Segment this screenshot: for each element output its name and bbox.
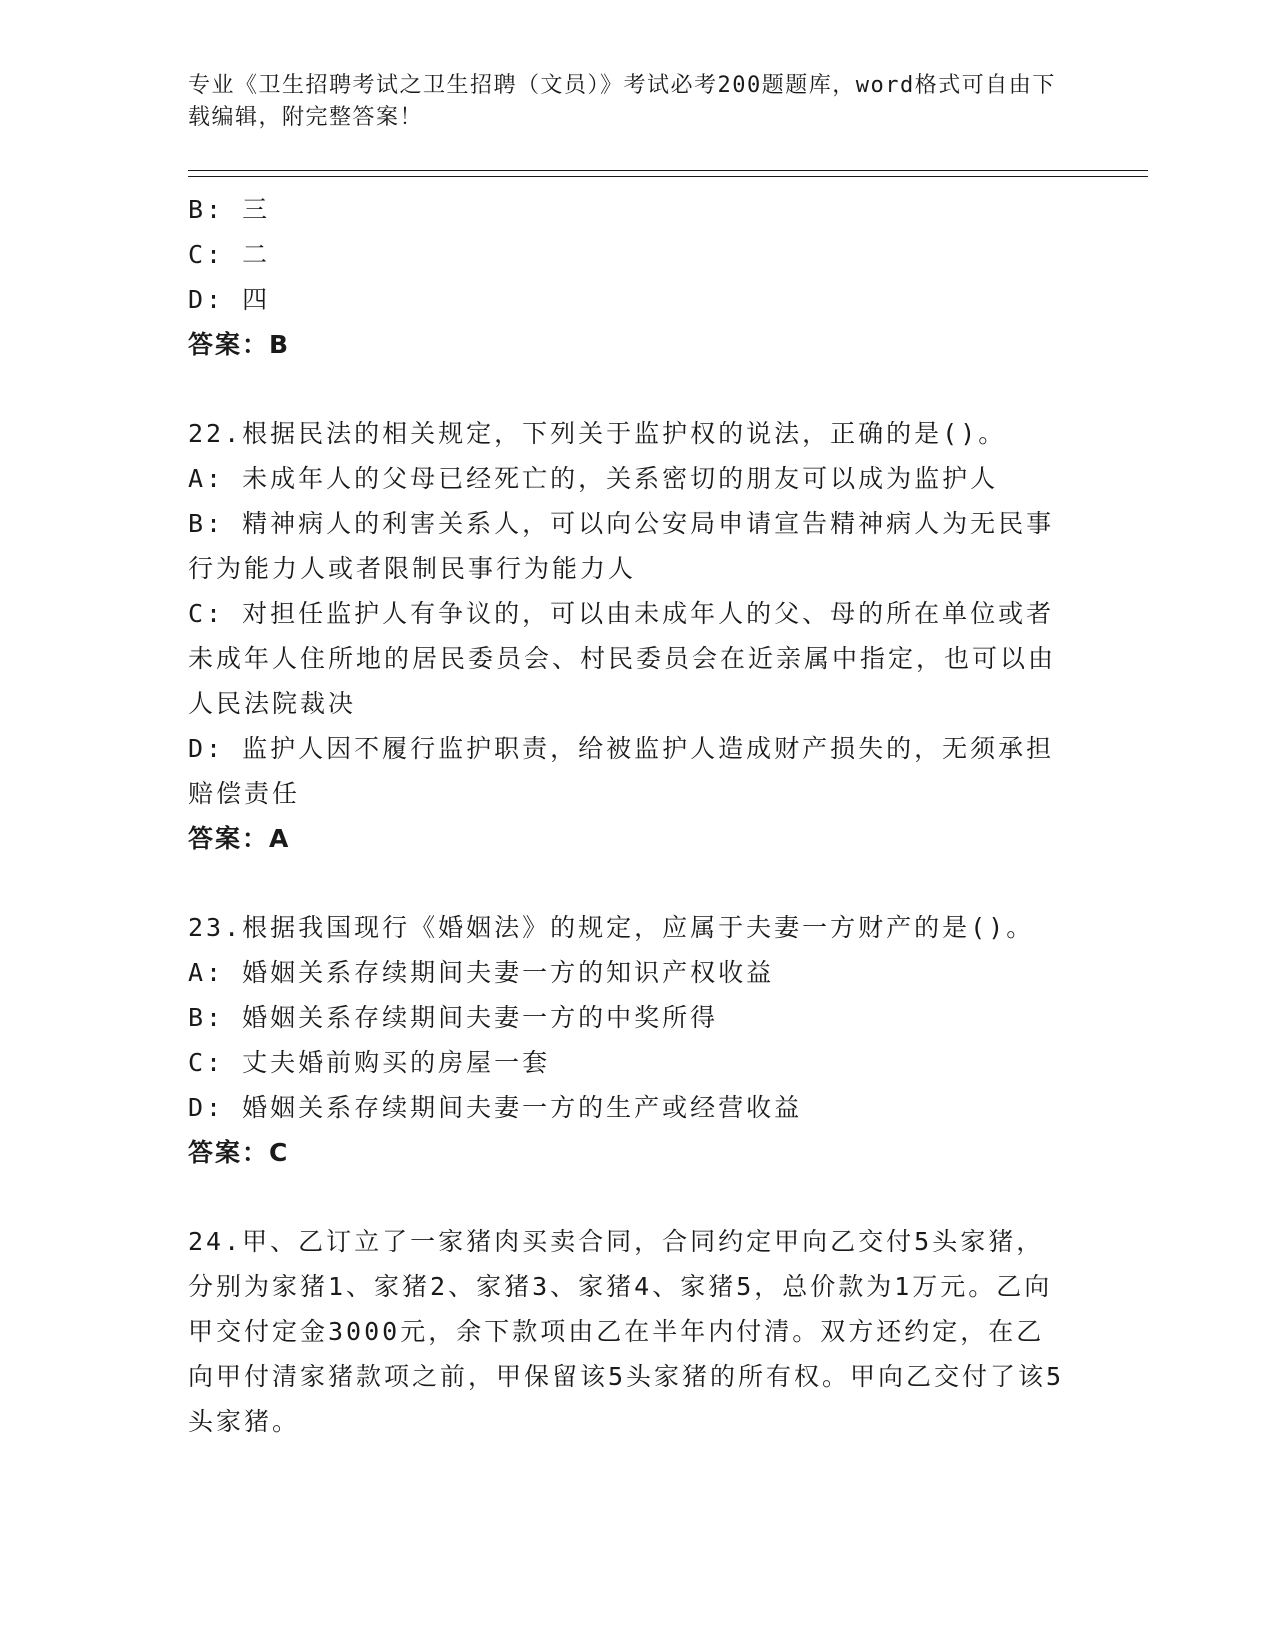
question-content (188, 187, 1068, 1444)
q21-option-d: D: 四 (188, 285, 271, 314)
q23-stem: 23.根据我国现行《婚姻法》的规定，应属于夫妻一方财产的是()。 (188, 913, 1035, 942)
q23-answer: 答案：C (188, 1138, 290, 1167)
q21-option-c: C: 二 (188, 240, 271, 269)
question-22 (188, 411, 1068, 861)
q23-option-b: B: 婚姻关系存续期间夫妻一方的中奖所得 (188, 1003, 719, 1032)
q22-option-b: B: 精神病人的利害关系人，可以向公安局申请宣告精神病人为无民事行为能力人或者限制民事行为能力人 (188, 509, 1055, 583)
q22-stem: 22.根据民法的相关规定，下列关于监护权的说法，正确的是()。 (188, 419, 1007, 448)
q22-option-c: C: 对担任监护人有争议的，可以由未成年人的父、母的所在单位或者未成年人住所地的居民委员会、村民委员会在近亲属中指定，也可以由人民法院裁决 (188, 599, 1057, 718)
q21-option-b: B: 三 (188, 195, 271, 224)
document-page (188, 70, 1148, 1444)
document-header: 专业《卫生招聘考试之卫生招聘（文员）》考试必考200题题库，word格式可自由下载编辑，附完整答案！ (188, 73, 1056, 130)
q23-option-d: D: 婚姻关系存续期间夫妻一方的生产或经营收益 (188, 1093, 803, 1122)
q21-answer: 答案：B (188, 330, 291, 359)
question-21 (188, 187, 1068, 367)
q22-option-a: A: 未成年人的父母已经死亡的，关系密切的朋友可以成为监护人 (188, 464, 999, 493)
q24-stem: 24.甲、乙订立了一家猪肉买卖合同，合同约定甲向乙交付5头家猪，分别为家猪1、家猪2、家猪3、家猪4、家猪5，总价款为1万元。乙向甲交付定金3000元，余下款项由乙在半年内付清。双方还约定，在乙向甲付清家猪款项之前，甲保留该5头家猪的所有权。甲向乙交付了该5头家猪。 (188, 1227, 1065, 1436)
q22-option-d: D: 监护人因不履行监护职责，给被监护人造成财产损失的，无须承担赔偿责任 (188, 734, 1055, 808)
header-divider (188, 170, 1148, 177)
question-24 (188, 1219, 1068, 1444)
spacer (188, 861, 1068, 905)
question-23 (188, 905, 1068, 1175)
spacer (188, 1175, 1068, 1219)
q22-answer: 答案：A (188, 824, 291, 853)
spacer (188, 367, 1068, 411)
q23-option-c: C: 丈夫婚前购买的房屋一套 (188, 1048, 551, 1077)
q23-option-a: A: 婚姻关系存续期间夫妻一方的知识产权收益 (188, 958, 775, 987)
